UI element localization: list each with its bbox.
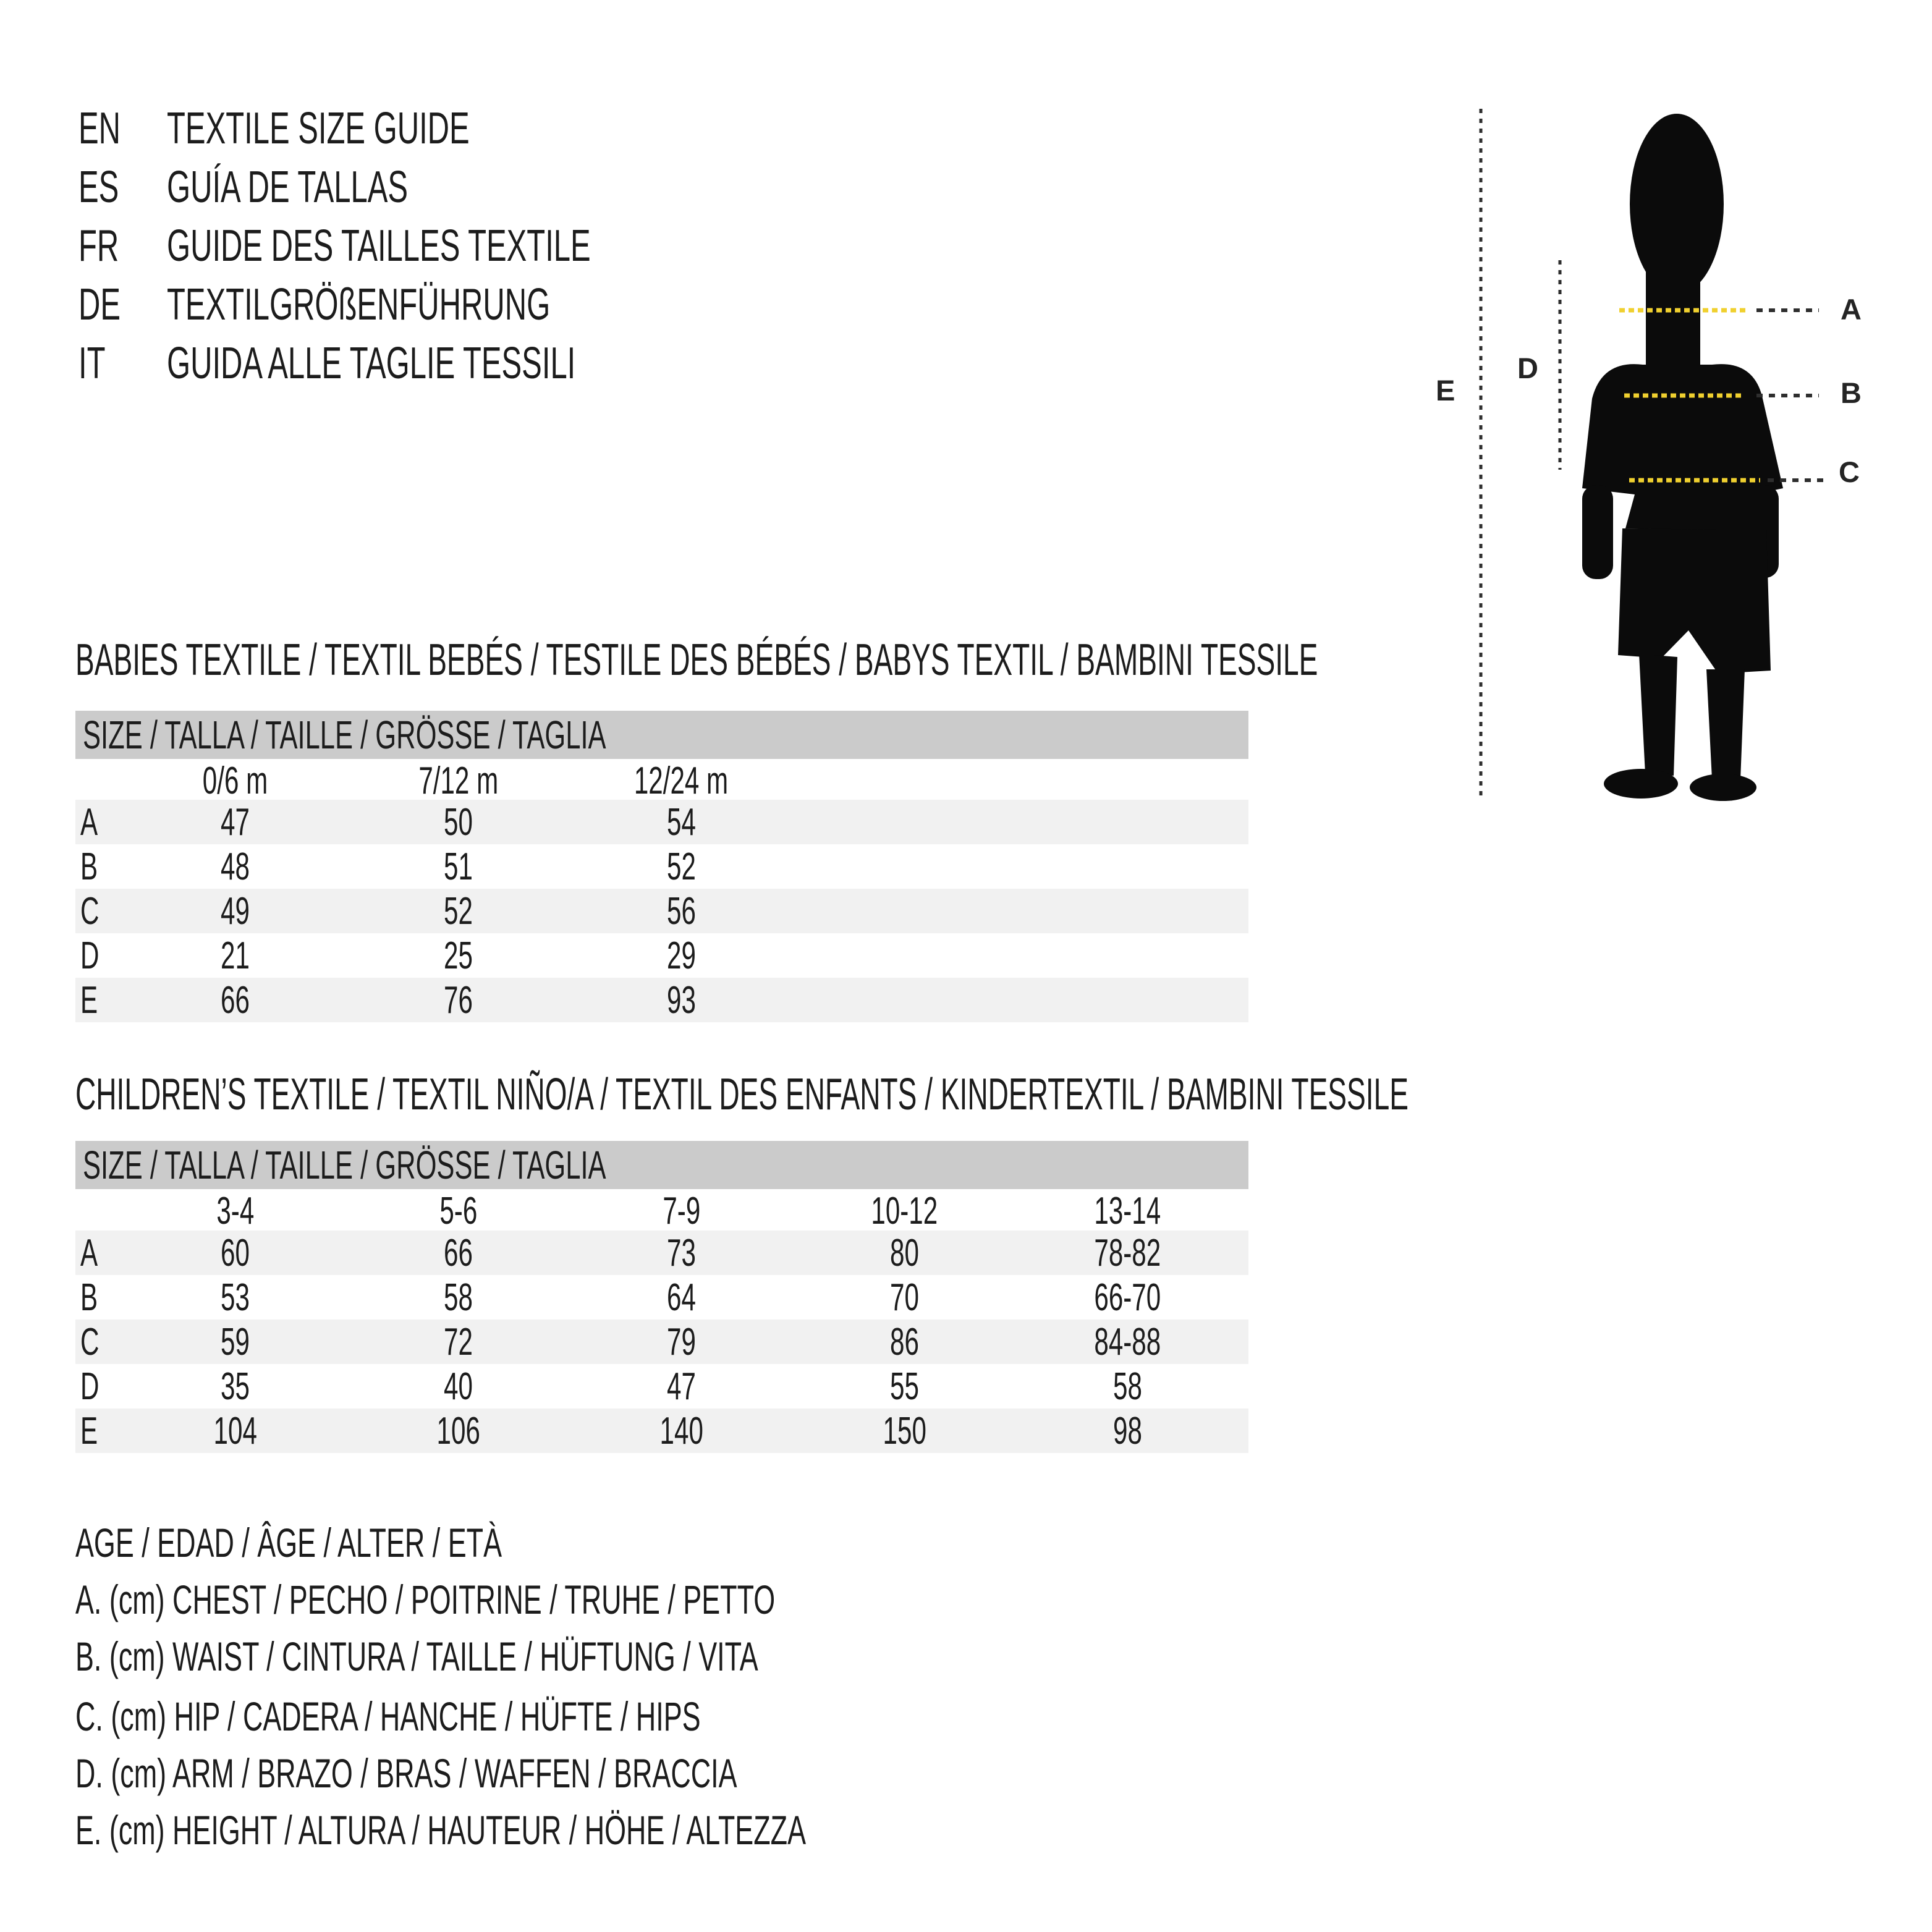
label-height-e: E (1436, 374, 1455, 407)
label-chest-a: A (1841, 293, 1862, 326)
children-column-headers (75, 1189, 1248, 1231)
legend-line: A. (cm) CHEST / PECHO / POITRINE / TRUHE / PETTO (75, 1577, 776, 1622)
legend-line: B. (cm) WAIST / CINTURA / TAILLE / HÜFTUNG / VITA (75, 1633, 758, 1679)
lang-row-es (78, 158, 522, 216)
child-silhouette (1582, 114, 1783, 801)
lang-row-de (78, 275, 731, 334)
lang-row-it (78, 334, 768, 392)
legend-line: AGE / EDAD / ÂGE / ALTER / ETÀ (75, 1520, 502, 1566)
lang-code-it: IT (78, 338, 106, 388)
legend-line: D. (cm) ARM / BRAZO / BRAS / WAFFEN / BRACCIA (75, 1750, 737, 1796)
lang-title-de: TEXTILGRÖßENFÜHRUNG (167, 279, 551, 329)
label-arm-d: D (1517, 352, 1538, 384)
table-row: B 48 51 52 (80, 845, 696, 888)
lang-code-de: DE (78, 279, 121, 329)
children-col-4: 13-14 (1094, 1190, 1161, 1232)
table-row: D 21 25 29 (80, 934, 696, 977)
babies-size-header-bar: SIZE / TALLA / TAILLE / GRÖSSE / TAGLIA (75, 711, 1248, 759)
child-silhouette-figure (1409, 87, 1932, 810)
lang-title-it: GUIDA ALLE TAGLIE TESSILI (167, 338, 576, 388)
babies-column-headers (75, 759, 1248, 800)
lang-row-en (78, 99, 612, 158)
label-waist-b: B (1841, 376, 1862, 409)
lang-code-fr: FR (78, 221, 119, 271)
babies-col-2: 12/24 m (634, 760, 729, 802)
babies-size-table (75, 711, 1248, 1022)
table-row: D 35 40 47 55 58 (80, 1365, 1142, 1408)
lang-code-es: ES (78, 162, 119, 212)
table-row: C 49 52 56 (75, 889, 1248, 933)
table-row: E 66 76 93 (75, 978, 1248, 1022)
children-col-2: 7-9 (663, 1190, 700, 1232)
children-size-header-bar: SIZE / TALLA / TAILLE / GRÖSSE / TAGLIA (75, 1141, 1248, 1189)
lang-row-fr (78, 216, 790, 275)
label-hip-c: C (1839, 455, 1860, 488)
babies-col-1: 7/12 m (418, 760, 498, 802)
lang-title-fr: GUIDE DES TAILLES TEXTILE (167, 221, 591, 271)
children-col-0: 3-4 (216, 1190, 254, 1232)
lang-code-en: EN (78, 103, 121, 153)
lang-title-en: TEXTILE SIZE GUIDE (167, 103, 470, 153)
children-col-3: 10-12 (871, 1190, 938, 1232)
table-row: A 60 66 73 80 78-82 (75, 1231, 1248, 1275)
table-row: A 47 50 54 (75, 800, 1248, 844)
children-size-table (75, 1141, 1248, 1453)
children-section-title: CHILDREN’S TEXTILE / TEXTIL NIÑO/A / TEXTIL DES ENFANTS / KINDERTEXTIL / BAMBINI TESSILE (75, 1070, 1409, 1119)
table-row: E 104 106 140 150 98 (75, 1409, 1248, 1453)
legend-line: C. (cm) HIP / CADERA / HANCHE / HÜFTE / HIPS (75, 1693, 701, 1739)
children-col-1: 5-6 (439, 1190, 477, 1232)
table-row: B 53 58 64 70 66-70 (80, 1276, 1161, 1319)
legend-line: E. (cm) HEIGHT / ALTURA / HAUTEUR / HÖHE / ALTEZZA (75, 1807, 807, 1853)
table-row: C 59 72 79 86 84-88 (75, 1320, 1248, 1364)
babies-col-0: 0/6 m (202, 760, 268, 802)
babies-section-title: BABIES TEXTILE / TEXTIL BEBÉS / TESTILE DES BÉBÉS / BABYS TEXTIL / BAMBINI TESSILE (75, 635, 1318, 685)
lang-title-es: GUÍA DE TALLAS (167, 162, 409, 212)
